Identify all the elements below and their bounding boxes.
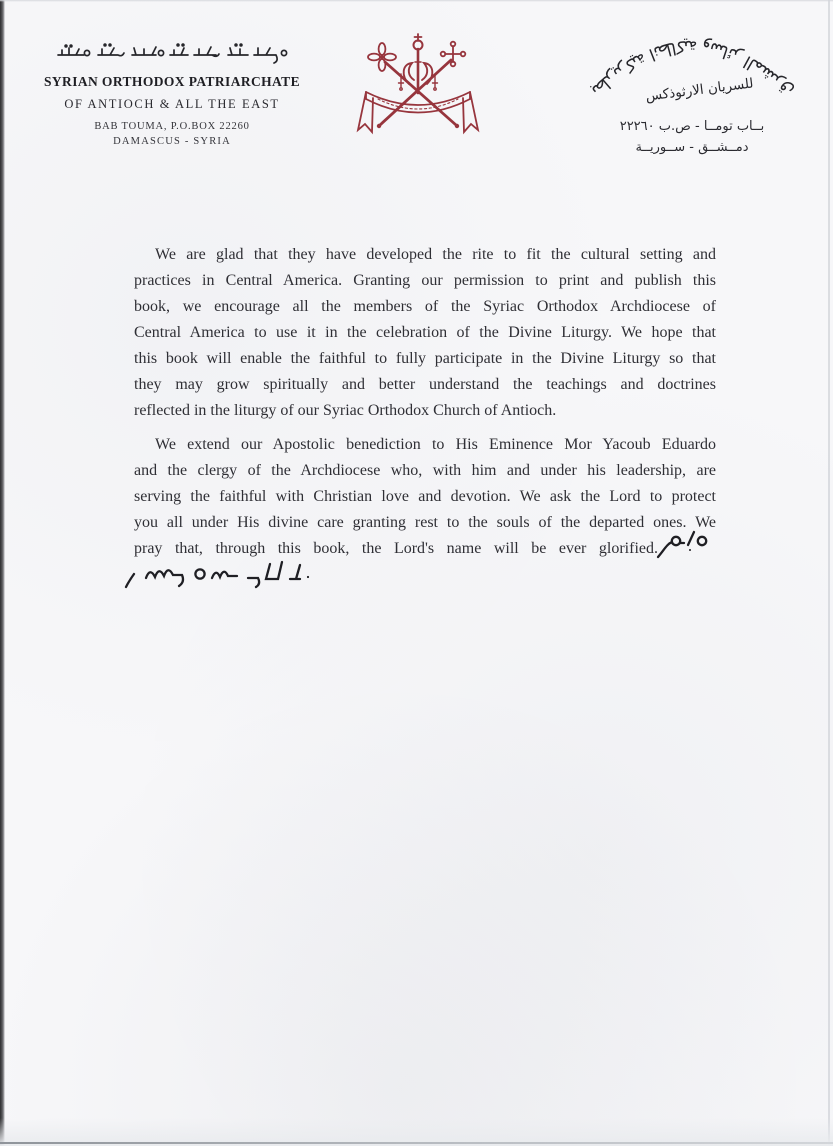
patriarchate-emblem (352, 32, 484, 154)
text-line: and the clergy of the Archdiocese who, with him and under his leadership, are (134, 462, 716, 479)
text-line: you all under His divine care granting rest to the souls of the departed ones. We (134, 514, 716, 531)
letterhead-left-block (38, 40, 306, 147)
org-address-line2: DAMASCUS - SYRIA (113, 136, 231, 147)
scan-edge-left (0, 0, 5, 1146)
org-name: SYRIAN ORTHODOX PATRIARCHATE (44, 74, 300, 89)
text-line: they may grow spiritually and better understand the teachings and doctrines (134, 376, 716, 393)
text-line: reflected in the liturgy of our Syriac Orthodox Church of Antioch. (134, 402, 557, 419)
scan-edge-top (0, 0, 833, 2)
text-line: We extend our Apostolic benediction to His Eminence Mor Yacoub Eduardo (155, 436, 716, 453)
text-line: We are glad that they have developed the rite to fit the cultural setting and (155, 246, 716, 263)
scan-edge-bottom-line (0, 1142, 833, 1144)
handwritten-syriac-word (654, 529, 712, 561)
paragraph (134, 432, 716, 562)
text-line: pray that, through this book, the Lord's name will be ever glorified. (134, 540, 658, 557)
arabic-address-line2: دمــشــق - ســوريــة (635, 140, 749, 155)
text-line: Central America to use it in the celebration of the Divine Liturgy. We hope that (134, 324, 716, 341)
org-subtitle: OF ANTIOCH & ALL THE EAST (64, 97, 280, 111)
text-line: this book will enable the faithful to fully participate in the Divine Liturgy so that (134, 350, 716, 367)
scan-edge-right (828, 0, 830, 1146)
org-address-line1: BAB TOUMA, P.O.BOX 22260 (94, 121, 250, 132)
svg-text:بطريركية انطاكية وسائر المشرق: بطريركية انطاكية وسائر المشرق (586, 35, 798, 101)
arabic-address-line1: بــاب تومــا - ص.ب ٢٢٢٦٠ (619, 119, 765, 134)
text-line: practices in Central America. Granting our permission to print and publish this (134, 272, 716, 289)
text-line: book, we encourage all the members of the Syriac Orthodox Archdiocese of (134, 298, 716, 315)
handwritten-syriac-line (122, 558, 318, 602)
svg-text:للسريان الارثوذكس: للسريان الارثوذكس (644, 75, 755, 105)
paragraph (134, 242, 716, 424)
arabic-calligraphy-arc (572, 18, 812, 114)
letter-body (134, 242, 716, 562)
syriac-script-header (52, 40, 292, 64)
text-line: serving the faithful with Christian love and devotion. We ask the Lord to protect (134, 488, 716, 505)
letterhead-right-block (572, 18, 812, 158)
